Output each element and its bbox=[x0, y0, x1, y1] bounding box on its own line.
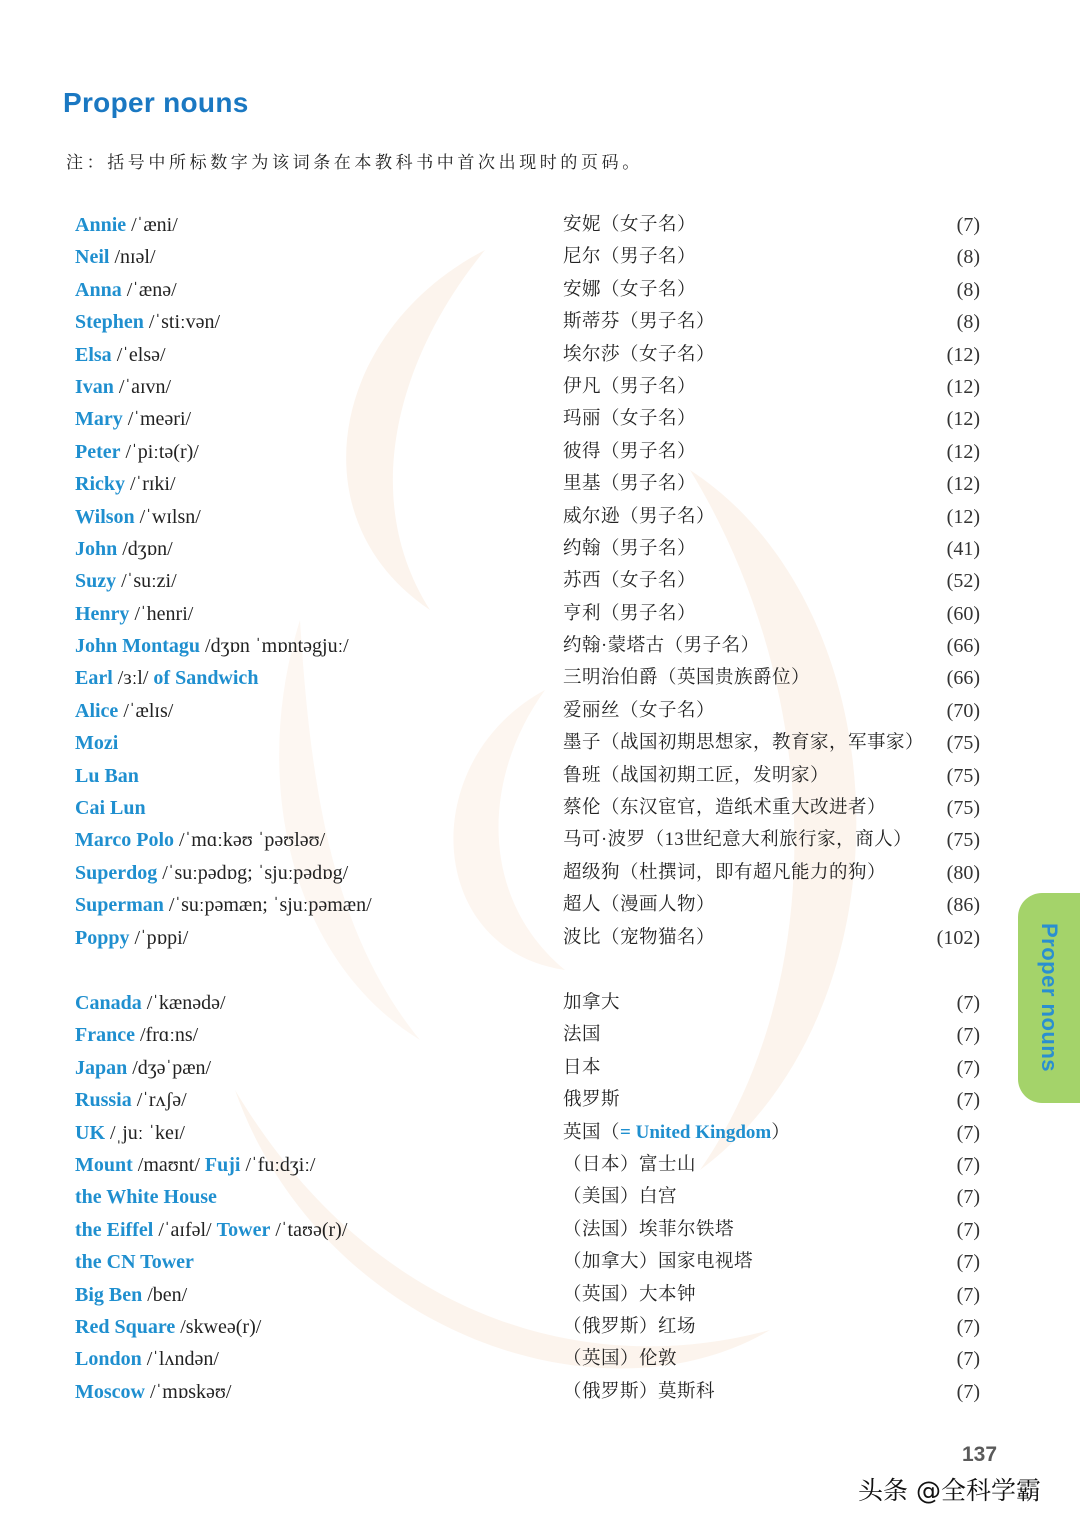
entry-page-ref: (75) bbox=[946, 764, 980, 787]
entry-meaning: 墨子（战国初期思想家，教育家，军事家） bbox=[563, 733, 925, 754]
entry-row bbox=[0, 306, 1080, 338]
entry-page-ref: (8) bbox=[956, 246, 980, 269]
headword-text: Japan bbox=[75, 1056, 128, 1079]
phonetic-text: /dʒɒn ˈmɒntəgjuː/ bbox=[205, 635, 349, 658]
phonetic-text: /ˈæni/ bbox=[131, 214, 178, 236]
entry-row bbox=[0, 1149, 1080, 1181]
phonetic-text: /ˈælɪs/ bbox=[123, 699, 174, 722]
entry-row bbox=[0, 565, 1080, 597]
phonetic-text: /ˈpiːtə(r)/ bbox=[125, 440, 199, 463]
entry-row bbox=[0, 403, 1080, 435]
phonetic-text: /ben/ bbox=[147, 1283, 188, 1306]
entry-page-ref: (7) bbox=[956, 1056, 980, 1079]
headword-text: Ivan bbox=[75, 375, 114, 398]
entry-headword bbox=[75, 565, 177, 597]
entry-row bbox=[0, 1311, 1080, 1343]
entry-headword bbox=[75, 922, 188, 954]
phonetic-text: /ˈsuːpədɒg; ˈsjuːpədɒg/ bbox=[162, 861, 349, 884]
entry-row bbox=[0, 533, 1080, 565]
entry-row bbox=[0, 468, 1080, 500]
entry-headword bbox=[75, 1019, 198, 1051]
entry-page-ref: (60) bbox=[946, 602, 980, 625]
side-tab bbox=[1018, 893, 1080, 1103]
entry-page-ref: (86) bbox=[946, 894, 980, 917]
entry-meaning: 斯蒂芬（男子名） bbox=[563, 312, 716, 333]
entry-page-ref: (7) bbox=[956, 1380, 980, 1403]
headword-text: Earl bbox=[75, 667, 113, 690]
entry-headword bbox=[75, 371, 171, 403]
headword-text: Superdog bbox=[75, 861, 158, 884]
entry-meaning: 苏西（女子名） bbox=[563, 571, 697, 592]
entry-headword bbox=[75, 436, 199, 468]
entry-meaning: （俄罗斯）红场 bbox=[563, 1316, 697, 1337]
headword-text: Stephen bbox=[75, 311, 144, 334]
headword-text: UK bbox=[75, 1121, 105, 1144]
phonetic-text: /ɜːl/ bbox=[117, 667, 149, 690]
entry-headword bbox=[75, 598, 193, 630]
entry-group bbox=[0, 987, 1080, 1408]
headword-text: Tower bbox=[216, 1218, 271, 1241]
entry-headword bbox=[75, 630, 349, 662]
headword-text: Fuji bbox=[204, 1153, 241, 1176]
headword-text: Elsa bbox=[75, 343, 112, 366]
entry-headword bbox=[75, 857, 348, 889]
entry-meaning: （俄罗斯）莫斯科 bbox=[563, 1381, 716, 1402]
headword-text: Canada bbox=[75, 991, 142, 1014]
headword-text: John Montagu bbox=[75, 635, 201, 658]
entry-headword bbox=[75, 987, 226, 1019]
headword-text: Superman bbox=[75, 894, 164, 917]
entry-row bbox=[0, 987, 1080, 1019]
entry-page-ref: (12) bbox=[946, 505, 980, 528]
entry-meaning: 俄罗斯 bbox=[563, 1090, 621, 1111]
phonetic-text: /ˈmɒskəʊ/ bbox=[149, 1380, 232, 1403]
entry-page-ref: (8) bbox=[956, 278, 980, 301]
phonetic-text: /ˈhenri/ bbox=[134, 602, 194, 625]
phonetic-text: /ˈtaʊə(r)/ bbox=[275, 1218, 348, 1241]
phonetic-text: /frɑːns/ bbox=[139, 1024, 199, 1047]
entry-page-ref: (66) bbox=[946, 667, 980, 690]
phonetic-text: /ˈaɪvn/ bbox=[118, 375, 172, 398]
entry-row bbox=[0, 274, 1080, 306]
entry-page-ref: (7) bbox=[956, 1251, 980, 1274]
entry-meaning: 三明治伯爵（英国贵族爵位） bbox=[563, 668, 811, 689]
entry-meaning: 尼尔（男子名） bbox=[563, 247, 697, 268]
entry-row bbox=[0, 760, 1080, 792]
entry-page-ref: (75) bbox=[946, 732, 980, 755]
phonetic-text: /ˈænə/ bbox=[126, 278, 177, 301]
phonetic-text: /ˈmeəri/ bbox=[127, 408, 192, 431]
entry-meaning: （法国）埃菲尔铁塔 bbox=[563, 1219, 735, 1240]
entry-row bbox=[0, 209, 1080, 241]
entry-row bbox=[0, 241, 1080, 273]
entry-meaning: 玛丽（女子名） bbox=[563, 409, 697, 430]
phonetic-text: /skweə(r)/ bbox=[180, 1315, 262, 1338]
entry-page-ref: (7) bbox=[956, 1089, 980, 1112]
phonetic-text: /ˈlʌndən/ bbox=[146, 1348, 219, 1371]
entry-page-ref: (52) bbox=[946, 570, 980, 593]
entry-row bbox=[0, 1279, 1080, 1311]
phonetic-text: /ˈkænədə/ bbox=[146, 991, 226, 1014]
phonetic-text: /ˈstiːvən/ bbox=[148, 311, 221, 334]
entry-meaning: 亨利（男子名） bbox=[563, 603, 697, 624]
entry-page-ref: (12) bbox=[946, 473, 980, 496]
entry-headword bbox=[75, 1214, 347, 1246]
headword-text: Cai Lun bbox=[75, 797, 146, 820]
entry-page-ref: (12) bbox=[946, 375, 980, 398]
entry-page-ref: (80) bbox=[946, 861, 980, 884]
entry-headword bbox=[75, 1343, 219, 1375]
headword-text: Anna bbox=[75, 278, 122, 301]
entry-page-ref: (7) bbox=[956, 1218, 980, 1241]
entry-meaning: 加拿大 bbox=[563, 992, 621, 1013]
entry-page-ref: (7) bbox=[956, 214, 980, 236]
headword-text: Alice bbox=[75, 699, 119, 722]
headword-text: Russia bbox=[75, 1089, 132, 1112]
entry-headword bbox=[75, 209, 178, 241]
headword-text: the White House bbox=[75, 1186, 217, 1209]
phonetic-text: /dʒəˈpæn/ bbox=[132, 1056, 212, 1079]
entry-headword bbox=[75, 339, 166, 371]
entry-row bbox=[0, 662, 1080, 694]
headword-text: Mount bbox=[75, 1153, 133, 1176]
phonetic-text: /ˌjuː ˈkeɪ/ bbox=[110, 1121, 185, 1144]
entry-row bbox=[0, 857, 1080, 889]
headword-text: of Sandwich bbox=[153, 667, 259, 690]
entry-page-ref: (41) bbox=[946, 537, 980, 560]
headword-text: Peter bbox=[75, 440, 121, 463]
entry-meaning: 鲁班（战国初期工匠，发明家） bbox=[563, 765, 830, 786]
headword-text: London bbox=[75, 1348, 142, 1371]
headword-text: Poppy bbox=[75, 926, 130, 949]
entry-meaning: 马可·波罗（13世纪意大利旅行家，商人） bbox=[563, 830, 913, 851]
phonetic-text: /ˈsuːzi/ bbox=[121, 570, 177, 593]
headword-text: Mary bbox=[75, 408, 123, 431]
meaning-text: ） bbox=[771, 1122, 791, 1143]
headword-text: Ricky bbox=[75, 473, 125, 496]
page-number: 137 bbox=[962, 1443, 998, 1466]
entry-page-ref: (7) bbox=[956, 1315, 980, 1338]
entry-meaning: 安妮（女子名） bbox=[563, 215, 697, 235]
entry-page-ref: (7) bbox=[956, 1153, 980, 1176]
entry-page-ref: (7) bbox=[956, 1348, 980, 1371]
headword-text: Neil bbox=[75, 246, 110, 269]
entry-meaning: 约翰（男子名） bbox=[563, 538, 697, 559]
entry-meaning: 里基（男子名） bbox=[563, 474, 697, 495]
entry-headword bbox=[75, 662, 258, 694]
entry-row bbox=[0, 339, 1080, 371]
headword-text: the CN Tower bbox=[75, 1251, 194, 1274]
entry-row bbox=[0, 1181, 1080, 1213]
entry-meaning: 超级狗（杜撰词，即有超凡能力的狗） bbox=[563, 862, 887, 883]
headword-text: Big Ben bbox=[75, 1283, 143, 1306]
entry-row bbox=[0, 1246, 1080, 1278]
entry-meaning: 威尔逊（男子名） bbox=[563, 506, 716, 527]
entry-meaning: （英国）伦敦 bbox=[563, 1349, 678, 1370]
entry-headword bbox=[75, 792, 146, 824]
entry-headword bbox=[75, 1181, 217, 1213]
entry-page-ref: (75) bbox=[946, 797, 980, 820]
headword-text: Henry bbox=[75, 602, 130, 625]
headword-text: Red Square bbox=[75, 1315, 176, 1338]
page-title: Proper nouns bbox=[63, 87, 249, 118]
entry-meaning: 安娜（女子名） bbox=[563, 279, 697, 300]
entry-row bbox=[0, 1052, 1080, 1084]
entry-row bbox=[0, 889, 1080, 921]
phonetic-text: /ˈsuːpəmæn; ˈsjuːpəmæn/ bbox=[168, 894, 372, 917]
source-watermark: 头条 @全科学霸 bbox=[858, 1476, 1041, 1505]
phonetic-text: /nɪəl/ bbox=[114, 246, 156, 269]
entry-row bbox=[0, 1019, 1080, 1051]
entry-row bbox=[0, 371, 1080, 403]
entry-meaning: 伊凡（男子名） bbox=[563, 376, 697, 397]
entry-meaning: 蔡伦（东汉宦官，造纸术重大改进者） bbox=[563, 798, 887, 819]
entry-headword bbox=[75, 727, 118, 759]
entry-page-ref: (7) bbox=[956, 991, 980, 1014]
entry-headword bbox=[75, 824, 325, 856]
entry-headword bbox=[75, 306, 220, 338]
entry-row bbox=[0, 792, 1080, 824]
side-tab-label: Proper nouns bbox=[1037, 923, 1062, 1073]
entry-row bbox=[0, 1084, 1080, 1116]
entry-headword bbox=[75, 1311, 261, 1343]
entry-row bbox=[0, 630, 1080, 662]
entry-headword bbox=[75, 501, 201, 533]
headword-text: Suzy bbox=[75, 570, 117, 593]
entry-row bbox=[0, 695, 1080, 727]
entry-page-ref: (12) bbox=[946, 440, 980, 463]
entry-row bbox=[0, 501, 1080, 533]
entry-headword bbox=[75, 1052, 211, 1084]
phonetic-text: /ˈrɪki/ bbox=[130, 473, 176, 496]
phonetic-text: /ˈaɪfəl/ bbox=[158, 1218, 212, 1241]
entry-meaning: 法国 bbox=[563, 1025, 602, 1046]
phonetic-text: /ˈwɪlsn/ bbox=[139, 505, 201, 528]
headword-text: John bbox=[75, 537, 118, 560]
entry-page-ref: (102) bbox=[936, 926, 980, 949]
entry-page-ref: (7) bbox=[956, 1024, 980, 1047]
entry-row bbox=[0, 1343, 1080, 1375]
headword-text: the Eiffel bbox=[75, 1218, 154, 1241]
entry-row bbox=[0, 436, 1080, 468]
meaning-english-text: = United Kingdom bbox=[620, 1121, 772, 1143]
entry-meaning: 彼得（男子名） bbox=[563, 441, 697, 462]
entry-meaning: （日本）富士山 bbox=[563, 1154, 697, 1175]
entry-headword bbox=[75, 695, 173, 727]
entry-row bbox=[0, 727, 1080, 759]
entry-meaning: （美国）白宫 bbox=[563, 1187, 678, 1208]
entry-headword bbox=[75, 889, 372, 921]
entry-page-ref: (7) bbox=[956, 1121, 980, 1144]
entry-row bbox=[0, 1214, 1080, 1246]
entry-headword bbox=[75, 1376, 231, 1408]
entry-meaning: （加拿大）国家电视塔 bbox=[563, 1252, 754, 1273]
entry-meaning bbox=[563, 1117, 790, 1149]
entry-headword bbox=[75, 468, 176, 500]
entry-meaning: 约翰·蒙塔古（男子名） bbox=[563, 636, 760, 657]
entry-meaning: 日本 bbox=[563, 1057, 602, 1078]
headword-text: Moscow bbox=[75, 1380, 145, 1403]
entry-meaning: 埃尔莎（女子名） bbox=[563, 344, 716, 365]
entry-row bbox=[0, 824, 1080, 856]
page-note: 注：括号中所标数字为该词条在本教科书中首次出现时的页码。 bbox=[66, 153, 643, 172]
phonetic-text: /ˈelsə/ bbox=[116, 343, 166, 366]
entry-page-ref: (12) bbox=[946, 408, 980, 431]
entry-page-ref: (66) bbox=[946, 635, 980, 658]
entry-headword bbox=[75, 274, 177, 306]
entry-page-ref: (7) bbox=[956, 1186, 980, 1209]
entry-headword bbox=[75, 241, 156, 273]
entry-row bbox=[0, 1376, 1080, 1408]
entry-page-ref: (70) bbox=[946, 699, 980, 722]
entry-group bbox=[0, 209, 1080, 954]
headword-text: Annie bbox=[75, 214, 127, 236]
meaning-text: 英国（ bbox=[563, 1122, 621, 1143]
entry-row bbox=[0, 1117, 1080, 1149]
entry-row bbox=[0, 598, 1080, 630]
entry-meaning: 爱丽丝（女子名） bbox=[563, 700, 716, 721]
phonetic-text: /ˈfuːdʒiː/ bbox=[245, 1153, 316, 1176]
entry-page-ref: (8) bbox=[956, 311, 980, 334]
entry-page-ref: (75) bbox=[946, 829, 980, 852]
entry-headword bbox=[75, 533, 173, 565]
entry-meaning: 波比（宠物猫名） bbox=[563, 927, 716, 948]
phonetic-text: /ˈrʌʃə/ bbox=[136, 1089, 187, 1112]
entry-headword bbox=[75, 1149, 315, 1181]
entry-row bbox=[0, 922, 1080, 954]
headword-text: Mozi bbox=[75, 732, 119, 755]
entry-meaning: （英国）大本钟 bbox=[563, 1284, 697, 1305]
entry-headword bbox=[75, 760, 139, 792]
headword-text: Marco Polo bbox=[75, 829, 175, 852]
phonetic-text: /dʒɒn/ bbox=[122, 537, 173, 560]
entry-page-ref: (12) bbox=[946, 343, 980, 366]
entry-headword bbox=[75, 1246, 194, 1278]
entry-headword bbox=[75, 1117, 185, 1149]
entry-meaning: 超人（漫画人物） bbox=[563, 895, 716, 916]
entry-page-ref: (7) bbox=[956, 1283, 980, 1306]
phonetic-text: /maʊnt/ bbox=[137, 1153, 200, 1176]
entry-headword bbox=[75, 1084, 187, 1116]
headword-text: Lu Ban bbox=[75, 764, 139, 787]
proper-noun-list bbox=[0, 209, 1080, 1408]
headword-text: Wilson bbox=[75, 505, 135, 528]
phonetic-text: /ˈpɒpi/ bbox=[134, 926, 189, 949]
headword-text: France bbox=[75, 1024, 135, 1047]
phonetic-text: /ˈmɑːkəʊ ˈpəʊləʊ/ bbox=[179, 829, 326, 852]
entry-headword bbox=[75, 1279, 187, 1311]
entry-headword bbox=[75, 403, 191, 435]
